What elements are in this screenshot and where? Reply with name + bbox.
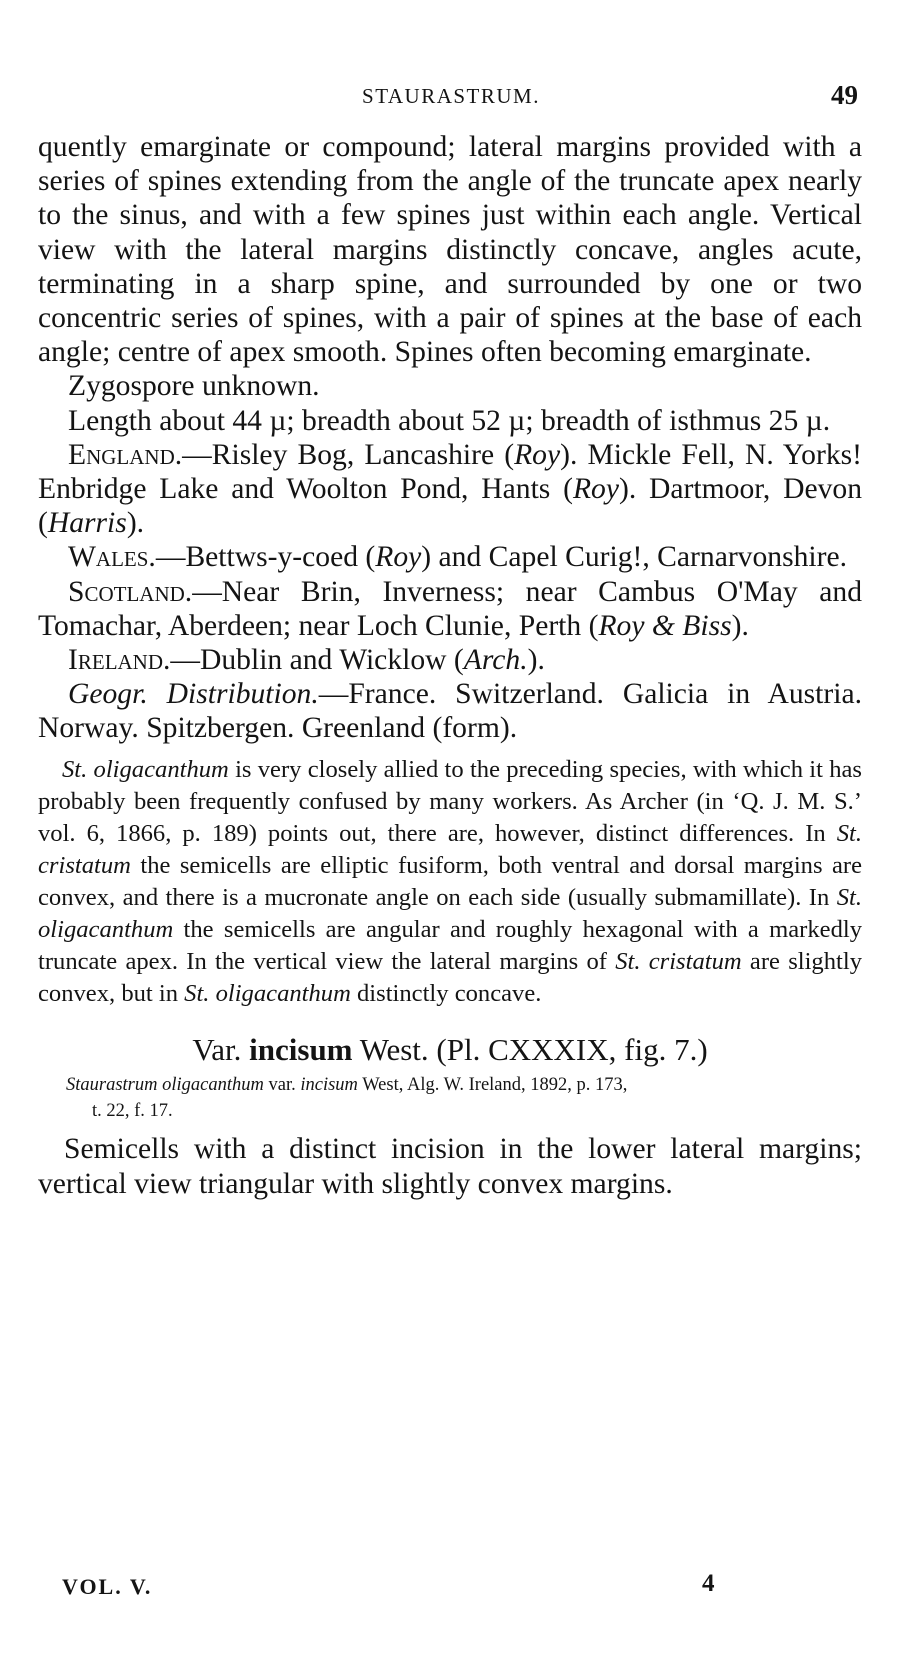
volume-label: VOL. V. — [62, 1574, 153, 1599]
geogr-label: Geogr. Distribution. — [68, 678, 319, 711]
page-body — [38, 130, 862, 1202]
species-name: St. cristatum — [38, 819, 862, 879]
collector-name: Roy — [572, 473, 619, 506]
region-label: Scotland. — [68, 575, 193, 608]
species-name: St. oligacanthum — [62, 755, 229, 783]
citation-species: Staurastrum oligacanthum — [66, 1075, 264, 1096]
variety-citation: Staurastrum oligacanthum var. incisum West, Alg. W. Ireland, 1892, p. 173, t. 22, f. 17. — [66, 1072, 862, 1124]
variety-name: incisum — [249, 1032, 353, 1068]
citation-continuation: t. 22, f. 17. — [92, 1101, 173, 1122]
distribution-wales: Wales.—Bettws-y-coed (Roy) and Capel Curig!, Carnarvonshire. — [68, 541, 847, 574]
collector-name: Arch. — [463, 644, 528, 677]
page-number: 49 — [831, 80, 858, 110]
zygospore-line: Zygospore unknown. — [68, 370, 320, 403]
region-label: Wales. — [68, 541, 156, 574]
running-head — [40, 80, 862, 114]
signature-mark: 4 — [702, 1570, 715, 1597]
region-label: England. — [68, 438, 183, 471]
measurements-line: Length about 44 µ; breadth about 52 µ; breadth of isthmus 25 µ. — [68, 404, 831, 437]
collector-name: Roy & Biss — [598, 609, 732, 642]
variety-heading: Var. incisum West. (Pl. CXXXIX, fig. 7.) — [192, 1032, 708, 1068]
page-footer — [62, 1570, 762, 1614]
variety-description-text: Semicells with a distinct incision in the lower lateral margins; vertical view triangular with slightly convex margins. — [38, 1133, 862, 1201]
variety-description — [38, 1132, 862, 1202]
region-label: Ireland. — [68, 644, 171, 677]
distribution-ireland: Ireland.—Dublin and Wicklow (Arch.). — [68, 644, 545, 677]
note-paragraph: St. oligacanthum is very closely allied to the preceding species, with which it has probably been frequently confused by many workers. As Archer (in ‘Q. J. M. S.’ vol. 6, 1866, p. 189) points out, there are, however, distinct differences. In St. cristatum the semicells are elliptic fusiform, both ventral and dorsal margins are convex, and there is a mucronate angle on each side (usually submamillate). In St. oligacanthum the semicells are angular and roughly hexagonal with a markedly truncate apex. In the vertical view the lateral margins of St. cristatum are slightly convex, but in St. oligacanthum distinctly concave. — [38, 755, 862, 1008]
collector-name: Roy — [514, 438, 561, 471]
collector-name: Roy — [375, 541, 422, 574]
taxonomic-note — [38, 754, 862, 1011]
distribution-england: England.—Risley Bog, Lancashire (Roy). Mickle Fell, N. Yorks! Enbridge Lake and Woolton Pond, Hants (Roy). Dartmoor, Devon (Harris). — [38, 438, 863, 540]
running-title: STAURASTRUM. — [362, 84, 540, 108]
geographic-distribution: Geogr. Distribution.—France. Switzerland. Galicia in Austria. Norway. Spitzbergen. Greenland (form). — [38, 678, 862, 745]
species-name: St. oligacanthum — [38, 884, 862, 944]
collector-name: Harris — [47, 507, 127, 540]
species-description — [38, 130, 862, 746]
species-name: St. cristatum — [615, 948, 742, 976]
distribution-scotland: Scotland.—Near Brin, Inverness; near Cambus O'May and Tomachar, Aberdeen; near Loch Clunie, Perth (Roy & Biss). — [38, 575, 862, 642]
description-paragraph: quently emarginate or compound; lateral margins provided with a series of spines extending from the angle of the truncate apex nearly to the sinus, and with a few spines just within each angle. Vertical view with the lateral margins distinctly concave, angles acute, terminating in a sharp spine, and surrounded by one or two concentric series of spines, with a pair of spines at the base of each angle; centre of apex smooth. Spines often becoming emarginate. — [38, 131, 862, 369]
species-name: St. oligacanthum — [184, 980, 351, 1008]
